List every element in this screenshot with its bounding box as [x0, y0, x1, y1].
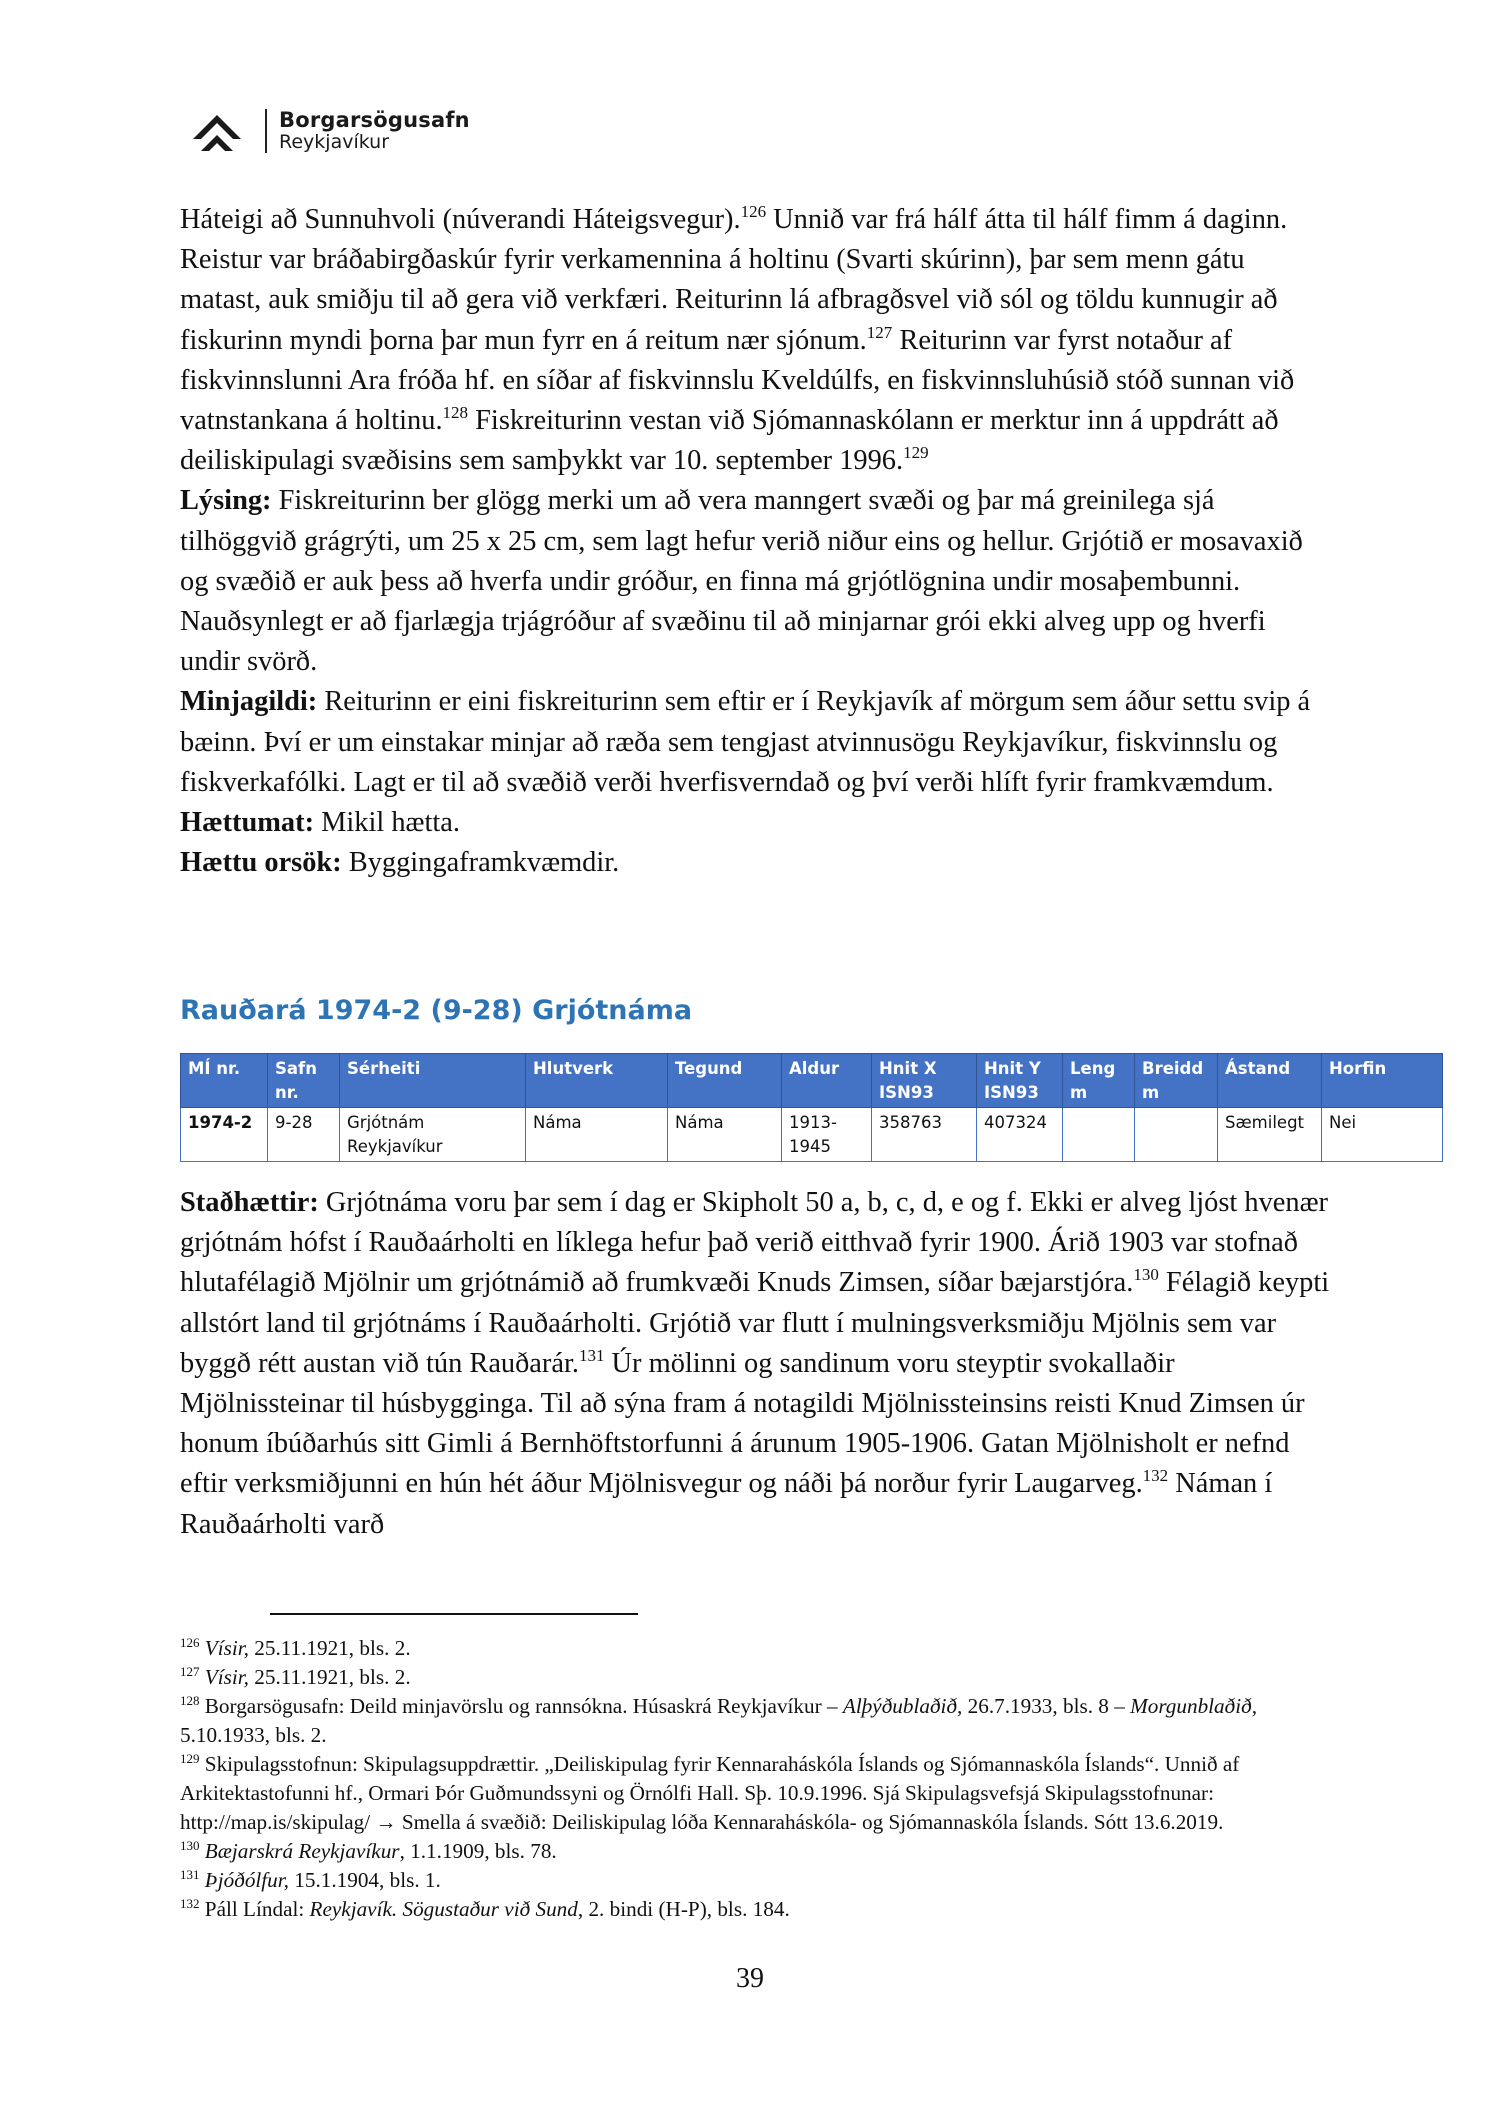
- table-header: Breidd m: [1135, 1054, 1218, 1108]
- footnote-ref-127[interactable]: 127: [866, 322, 893, 342]
- table-header: Ástand: [1218, 1054, 1322, 1108]
- footnote-separator: [270, 1613, 638, 1615]
- table-cell: Grjótnám Reykjavíkur: [340, 1108, 526, 1162]
- logo-subtitle: Reykjavíkur: [279, 131, 390, 154]
- table-cell: [1063, 1108, 1135, 1162]
- table-header: Aldur: [782, 1054, 872, 1108]
- table-cell: 9-28: [268, 1108, 340, 1162]
- footnote-ref-131[interactable]: 131: [578, 1345, 605, 1365]
- footnote-ref-129[interactable]: 129: [903, 443, 929, 463]
- footnote-130: $^{130}$ Bæjarskrá Reykjavíkur, 1.1.1909, bls. 78.: [180, 1838, 557, 1863]
- minjagildi-label: Minjagildi:: [180, 686, 318, 718]
- paragraph-haettu-orsok: Hættu orsök: Byggingaframkvæmdir.: [180, 847, 620, 879]
- footnote-ref-130[interactable]: 130: [1133, 1265, 1159, 1285]
- footnote-ref-126[interactable]: 126: [740, 202, 767, 221]
- table-header: Sérheiti: [340, 1054, 526, 1108]
- footnote-132: $^{132}$ Páll Líndal: Reykjavík. Sögustaður við Sund, 2. bindi (H-P), bls. 184.: [180, 1896, 790, 1921]
- table-header: Hnit Y ISN93: [977, 1054, 1063, 1108]
- table-header: Hlutverk: [526, 1054, 668, 1108]
- table-header: Tegund: [668, 1054, 782, 1108]
- table-header: Safn nr.: [268, 1054, 340, 1108]
- table-header: Hnit X ISN93: [872, 1054, 977, 1108]
- haettumat-label: Hættumat:: [180, 807, 315, 839]
- body-upper: [180, 200, 1330, 883]
- table-cell: 1974-2: [181, 1108, 268, 1162]
- lysing-label: Lýsing:: [180, 485, 272, 517]
- table-cell: 1913-1945: [782, 1108, 872, 1162]
- site-table: [180, 1053, 1443, 1162]
- section-heading: Rauðará 1974-2 (9-28) Grjótnáma: [180, 995, 693, 1026]
- table-cell: 407324: [977, 1108, 1063, 1162]
- table-cell: Sæmilegt: [1218, 1108, 1322, 1162]
- table-cell: 358763: [872, 1108, 977, 1162]
- arrow-right-icon: →: [375, 1810, 397, 1834]
- table-row: [181, 1108, 1443, 1162]
- table-cell: [1135, 1108, 1218, 1162]
- paragraph-lysing: Lýsing: Fiskreiturinn ber glögg merki um að vera manngert svæði og þar má greinilega sjá tilhöggvið grágrýti, um 25 x 25 cm, sem lagt hefur verið niður eins og hellur. Grjótið er mosavaxið og svæðið er auk þess að hverfa undir gróður, en finna má grjótlögnina undir mosaþembunni. Nauðsynlegt er að fjarlægja trjágróður af svæðinu til að minjarnar grói ekki alveg upp og hverfi undir svörð.: [180, 485, 1303, 678]
- haettu-orsok-label: Hættu orsök:: [180, 847, 342, 879]
- logo: [193, 103, 470, 159]
- stadhaettir-label: Staðhættir:: [180, 1187, 319, 1218]
- paragraph-minjagildi: Minjagildi: Reiturinn er eini fiskreiturinn sem eftir er í Reykjavík af mörgum sem áður settu svip á bæinn. Því er um einstakar minjar að ræða sem tengjast atvinnusögu Reykjavíkur, fiskvinnslu og fiskverkafólki. Lagt er til að svæðið verði hverfisverndað og því verði hlíft fyrir framkvæmdum.: [180, 686, 1311, 798]
- logo-divider: [265, 109, 267, 153]
- paragraph-stadhaettir: Staðhættir: Grjótnáma voru þar sem í dag er Skipholt 50 a, b, c, d, e og f. Ekki er alveg ljóst hvenær grjótnám hófst í Rauðaárholti en líklega hefur það verið eitthvað fyrir 1900. Árið 1903 var stofnað hlutafélagið Mjölnir um grjótnámið að frumkvæði Knuds Zimsen, síðar bæjarstjóra.$^{130}$ Félagið keypti allstórt land til grjótnáms í Rauðaárholti. Grjótið var flutt í mulningsverksmiðju Mjölnis sem var byggð rétt austan við tún Rauðarár.$^{131}$ Úr mölinni og sandinum voru steyptir svokallaðir Mjölnissteinar til húsbygginga. Til að sýna fram á notagildi Mjölnissteinsins reisti Knud Zimsen úr honum íbúðarhús sitt Gimli á Bernhöftstorfunni á árunum 1905-1906. Gatan Mjölnisholt er nefnd eftir verksmiðjunni en hún hét áður Mjölnisvegur og náði þá norður fyrir Laugarveg.$^{132}$ Náman í Rauðaárholti varð: [180, 1187, 1330, 1540]
- logo-name: Borgarsögusafn: [279, 108, 470, 132]
- page-number: 39: [736, 1963, 764, 1994]
- footnote-127: $^{127}$ Vísir, 25.11.1921, bls. 2.: [180, 1664, 411, 1689]
- footnote-128: $^{128}$ Borgarsögusafn: Deild minjavörslu og rannsókna. Húsaskrá Reykjavíkur – Alþýðublaðið, 26.7.1933, bls. 8 – Morgunblaðið, 5.10.1933, bls. 2.: [180, 1693, 1258, 1747]
- table-cell: Náma: [526, 1108, 668, 1162]
- footnote-ref-132[interactable]: 132: [1142, 1466, 1169, 1486]
- footnote-126: $^{126}$ Vísir, 25.11.1921, bls. 2.: [180, 1635, 411, 1660]
- footnote-131: $^{131}$ Þjóðólfur, 15.1.1904, bls. 1.: [180, 1867, 441, 1892]
- chevron-mark-icon: [193, 109, 253, 153]
- table-cell: Náma: [668, 1108, 782, 1162]
- paragraph-haettumat: Hættumat: Mikil hætta.: [180, 807, 460, 839]
- footnote-129: $^{129}$ Skipulagsstofnun: Skipulagsuppdrættir. „Deiliskipulag fyrir Kennaraháskóla Íslands og Sjómannaskóla Íslands“. Unnið af Arkitektastofunni hf., Ormari Þór Guðmundssyni og Örnólfi Hall. Sþ. 10.9.1996. Sjá Skipulagsvefsjá Skipulagsstofnunar: http://map.is/skipulag/ → Smella á svæðið: Deiliskipulag lóða Kennaraháskóla- og Sjómannaskóla Íslands. Sótt 13.6.2019.: [180, 1751, 1240, 1834]
- table-header-row: [181, 1054, 1443, 1108]
- footnotes: [180, 1634, 1340, 1924]
- table-cell: Nei: [1322, 1108, 1443, 1162]
- footnote-ref-128[interactable]: 128: [442, 403, 469, 423]
- body-lower: [180, 1183, 1330, 1545]
- table-header: Leng m: [1063, 1054, 1135, 1108]
- paragraph-intro: Háteigi að Sunnuhvoli (núverandi Háteigsvegur).$^{126}$ Unnið var frá hálf átta til hálf fimm á daginn. Reistur var bráðabirgðaskúr fyrir verkamennina á holtinu (Svarti skúrinn), þar sem menn gátu matast, auk smiðju til að gera við verkfæri. Reiturinn lá afbragðsvel við sól og töldu kunnugir að fiskurinn myndi þorna þar mun fyrr en á reitum nær sjónum.$^{127}$ Reiturinn var fyrst notaður af fiskvinnslunni Ara fróða hf. en síðar af fiskvinnslu Kveldúlfs, en fiskvinnsluhúsið stóð sunnan við vatnstankana á holtinu.$^{128}$ Fiskreiturinn vestan við Sjómannaskólann er merktur inn á uppdrátt að deiliskipulagi svæðisins sem samþykkt var 10. september 1996.$^{129}$: [180, 202, 1295, 477]
- table-header: Horfin: [1322, 1054, 1443, 1108]
- table-header: MÍ nr.: [181, 1054, 268, 1108]
